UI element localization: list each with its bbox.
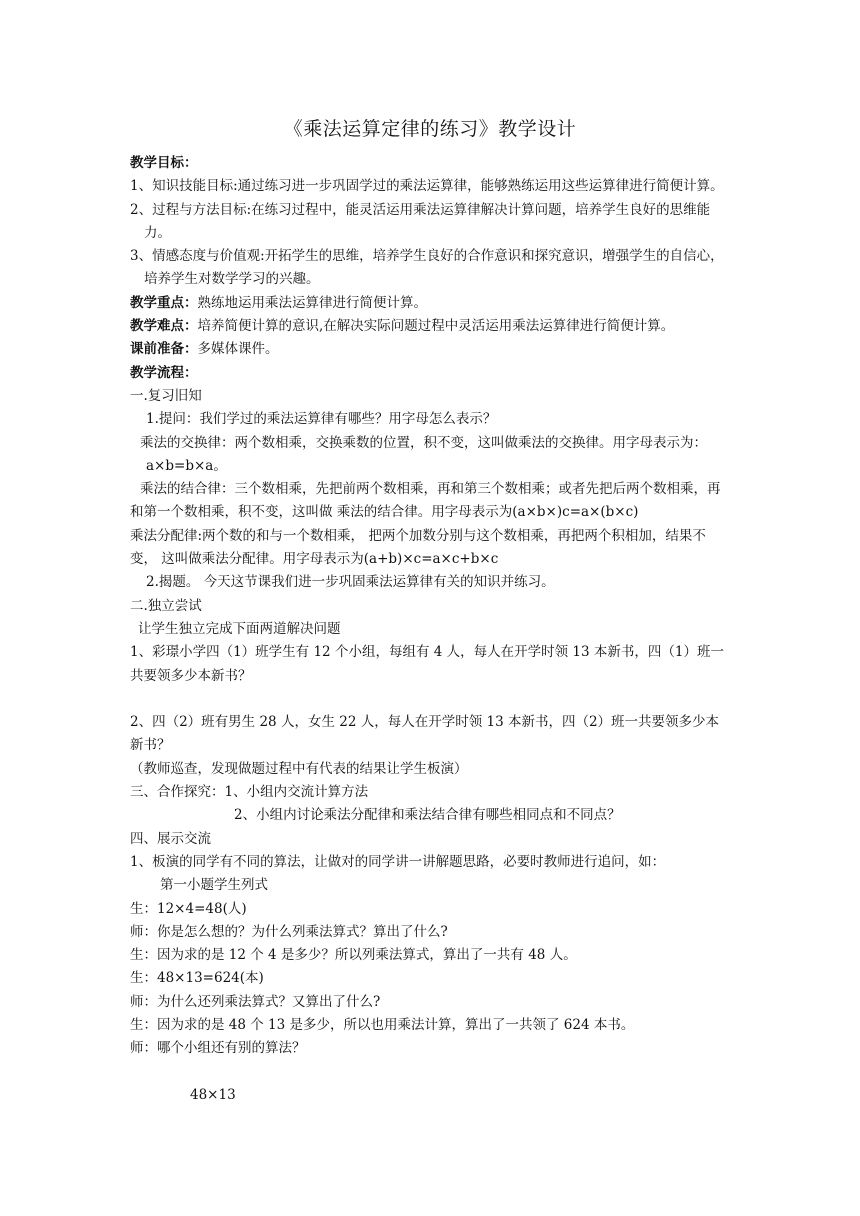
- goal-2: 2、过程与方法目标:在练习过程中，能灵活运用乘法运算律解决计算问题，培养学生良好的思维能力。: [130, 201, 711, 241]
- prep-label: 课前准备：: [130, 341, 198, 358]
- dialog-line: 生：因为求的是 48 个 13 是多少，所以也用乘法计算，算出了一共领了 624 本书。: [130, 1016, 635, 1033]
- section-4-item-1: 1、板演的同学有不同的算法，让做对的同学讲一讲解题思路，必要时教师进行追问，如：: [130, 853, 666, 870]
- difficulty-label: 教学难点：: [130, 318, 198, 335]
- document-body: [130, 152, 732, 1107]
- prep-text: 多媒体课件。: [197, 341, 279, 358]
- dialog-line: 师：你是怎么想的？为什么列乘法算式？算出了什么?: [130, 923, 448, 940]
- dialog-line: 师：哪个小组还有别的算法？: [130, 1040, 306, 1057]
- review-question: 1.提问：我们学过的乘法运算律有哪些？用字母怎么表示？: [146, 411, 497, 428]
- section-1-heading: 一.复习旧知: [130, 387, 202, 404]
- preparation: [130, 338, 732, 361]
- flow-heading: 教学流程：: [130, 364, 198, 381]
- associative-law: 乘法的结合律：三个数相乘，先把前两个数相乘，再和第三个数相乘；或者先把后两个数相乘，再和第一个数相乘，积不变，这叫做 乘法的结合律。用字母表示为(a×b×)c=a×(b×c): [130, 481, 721, 521]
- final-expression: 48×13: [190, 1086, 236, 1103]
- problem-2: 2、四（2）班有男生 28 人，女生 22 人，每人在开学时领 13 本新书，四（2）班一共要领多少本新书？: [130, 714, 720, 754]
- dialog-line: 生：12×4=48(人): [130, 900, 247, 917]
- distributive-law: 乘法分配律:两个数的和与一个数相乘， 把两个加数分别与这个数相乘，再把两个积相加，结果不变， 这叫做乘法分配律。用字母表示为(a+b)×c=a×c+b×c: [130, 527, 706, 568]
- teacher-note: （教师巡查，发现做题过程中有代表的结果让学生板演）: [130, 760, 468, 777]
- commutative-law: 乘法的交换律：两个数相乘，交换乘数的位置，积不变，这叫做乘法的交换律。用字母表示为： a×b=b×a。: [140, 434, 707, 474]
- first-problem-label: 第一小题学生列式: [160, 877, 268, 894]
- goal-3: 3、情感态度与价值观:开拓学生的思维，培养学生良好的合作意识和探究意识，增强学生的自信心，培养学生对数学学习的兴趣。: [130, 248, 724, 288]
- blank-line: [130, 1061, 732, 1084]
- problem-1: 1、彩璟小学四（1）班学生有 12 个小组，每组有 4 人，每人在开学时领 13 本新书，四（1）班一共要领多少本新书？: [130, 644, 724, 684]
- dialog-line: 师：为什么还列乘法算式？又算出了什么?: [130, 993, 381, 1010]
- key-point: [130, 292, 732, 315]
- document-title: 《乘法运算定律的练习》教学设计: [283, 118, 577, 140]
- goals-heading: 教学目标：: [130, 155, 198, 171]
- key-label: 教学重点：: [130, 294, 198, 311]
- dialog-line: 生：48×13=624(本): [130, 970, 264, 987]
- blank-line: [130, 688, 732, 711]
- key-text: 熟练地运用乘法运算律进行简便计算。: [197, 294, 427, 311]
- difficulty-point: [130, 315, 732, 338]
- section-2-intro: 让学生独立完成下面两道解决问题: [138, 620, 341, 637]
- section-3-heading: 三、合作探究：1、小组内交流计算方法: [130, 784, 369, 801]
- goal-1: 1、知识技能目标:通过练习进一步巩固学过的乘法运算律，能够熟练运用这些运算律进行简便计算。: [130, 178, 724, 195]
- section-2-heading: 二.独立尝试: [130, 597, 202, 614]
- dialog-line: 生：因为求的是 12 个 4 是多少？所以列乘法算式，算出了一共有 48 人。: [130, 947, 577, 964]
- section-3-item-2: 2、小组内讨论乘法分配律和乘法结合律有哪些相同点和不同点？: [234, 807, 621, 824]
- section-4-heading: 四、展示交流: [130, 830, 211, 847]
- reveal-topic: 2.揭题。 今天这节课我们进一步巩固乘法运算律有关的知识并练习。: [146, 574, 555, 591]
- difficulty-text: 培养简便计算的意识,在解决实际问题过程中灵活运用乘法运算律进行简便计算。: [197, 318, 675, 335]
